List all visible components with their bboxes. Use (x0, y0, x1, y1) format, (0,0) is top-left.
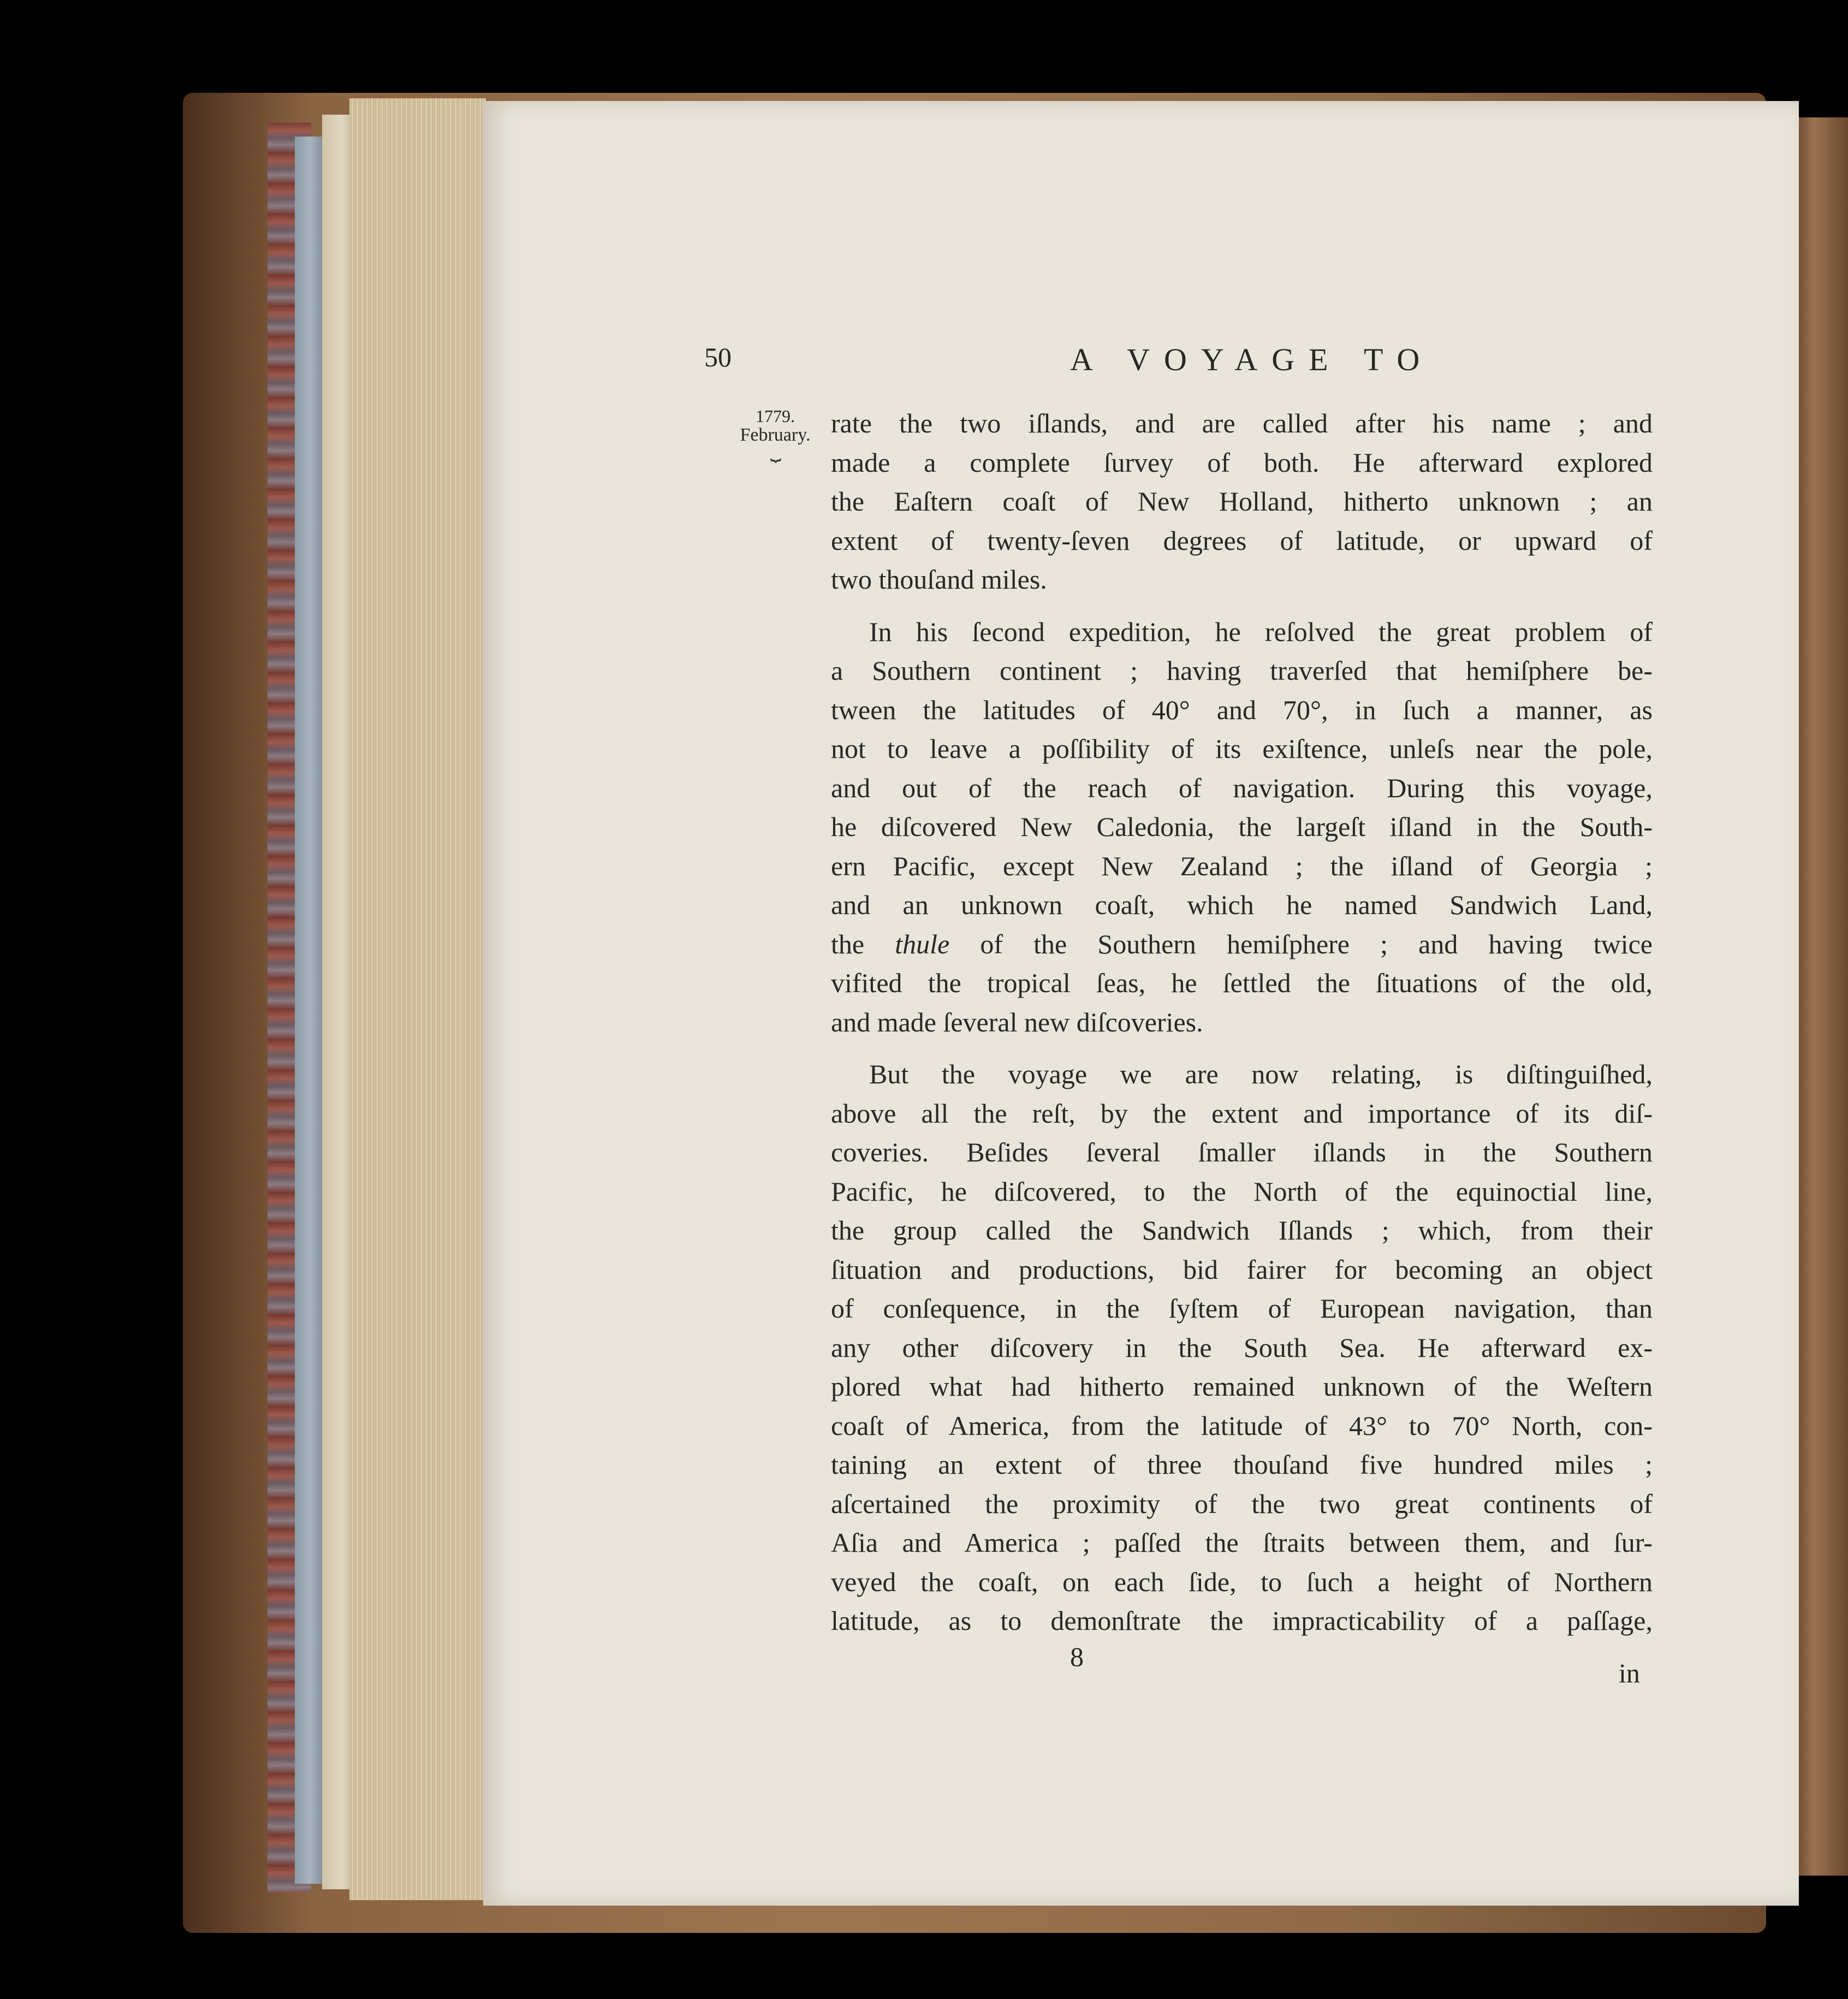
thule-italic: thule (895, 928, 950, 959)
text-line: Aſia and America ; paſſed the ſtraits between them, and ſur- (831, 1527, 1653, 1558)
text-line: In his ſecond expedition, he reſolved the great problem of (869, 616, 1653, 647)
running-head-title: A VOYAGE TO (1070, 342, 1434, 377)
text-line: taining an extent of three thouſand five hundred miles ; (831, 1449, 1653, 1480)
text-line: a Southern continent ; having traverſed that hemiſphere be- (831, 655, 1653, 686)
text-line: veyed the coaſt, on each ſide, to ſuch a height of Northern (831, 1566, 1653, 1597)
text-line: ſituation and productions, bid fairer for becoming an object (831, 1254, 1653, 1285)
page-edges (349, 98, 486, 1900)
text-line: ern Pacific, except New Zealand ; the iſland of Georgia ; (831, 850, 1653, 881)
text-line-thule (831, 925, 1653, 964)
text-line: coaſt of America, from the latitude of 43° to 70° North, con- (831, 1410, 1653, 1441)
text-line: any other diſcovery in the South Sea. He afterward ex- (831, 1332, 1653, 1363)
text-line: the group called the Sandwich Iſlands ; which, from their (831, 1215, 1653, 1245)
text-line: aſcertained the proximity of the two great continents of (831, 1488, 1653, 1519)
text-line: two thouſand miles. (831, 564, 1047, 595)
text-line: he diſcovered New Caledonia, the largeſt iſland in the South- (831, 811, 1653, 842)
text-line: not to leave a poſſibility of its exiſtence, unleſs near the pole, (831, 733, 1653, 764)
signature-mark: 8 (1070, 1641, 1084, 1672)
text-line: vifited the tropical ſeas, he ſettled the ſituations of the old, (831, 968, 1653, 998)
thule-before: the (831, 928, 895, 959)
text-line: and out of the reach of navigation. During this voyage, (831, 772, 1653, 803)
text-line: Pacific, he diſcovered, to the North of the equinoctial line, (831, 1176, 1653, 1207)
page-number: 50 (704, 342, 732, 372)
body-text (831, 404, 1653, 1641)
text-line: coveries. Beſides ſeveral ſmaller iſlands in the Southern (831, 1137, 1653, 1167)
text-line: and an unknown coaſt, which he named Sandwich Land, (831, 889, 1653, 920)
text-line: of conſequence, in the ſyſtem of European navigation, than (831, 1293, 1653, 1324)
book-cover-right-edge (1791, 117, 1848, 1876)
text-line: extent of twenty-ſeven degrees of latitude, or upward of (831, 525, 1653, 556)
margin-note-month: February. (740, 425, 811, 445)
paragraph-1 (831, 404, 1653, 600)
margin-brace-icon: ⏟ (770, 441, 781, 461)
paragraph-3 (831, 1055, 1653, 1641)
margin-note-year: 1779. (756, 406, 795, 426)
text-line: But the voyage we are now relating, is diſtinguiſhed, (869, 1059, 1653, 1089)
text-line: tween the latitudes of 40° and 70°, in ſuch a manner, as (831, 694, 1653, 725)
text-line: and made ſeveral new diſcoveries. (831, 1006, 1203, 1037)
marbled-endpaper-blue (295, 137, 325, 1884)
text-line: above all the reſt, by the extent and importance of its diſ- (831, 1098, 1653, 1129)
text-line: plored what had hitherto remained unknown of the Weſtern (831, 1371, 1653, 1402)
text-line: made a complete ſurvey of both. He afterward explored (831, 447, 1653, 478)
text-line: rate the two iſlands, and are called after his name ; and (831, 408, 1653, 438)
thule-after: of the Southern hemiſphere ; and having twice (949, 928, 1653, 959)
margin-note (710, 406, 841, 461)
text-line: the Eaſtern coaſt of New Holland, hitherto unknown ; an (831, 486, 1653, 517)
catchword: in (1619, 1658, 1640, 1688)
text-line: latitude, as to demonſtrate the impracticability of a paſſage, (831, 1605, 1653, 1636)
paragraph-2 (831, 613, 1653, 1042)
